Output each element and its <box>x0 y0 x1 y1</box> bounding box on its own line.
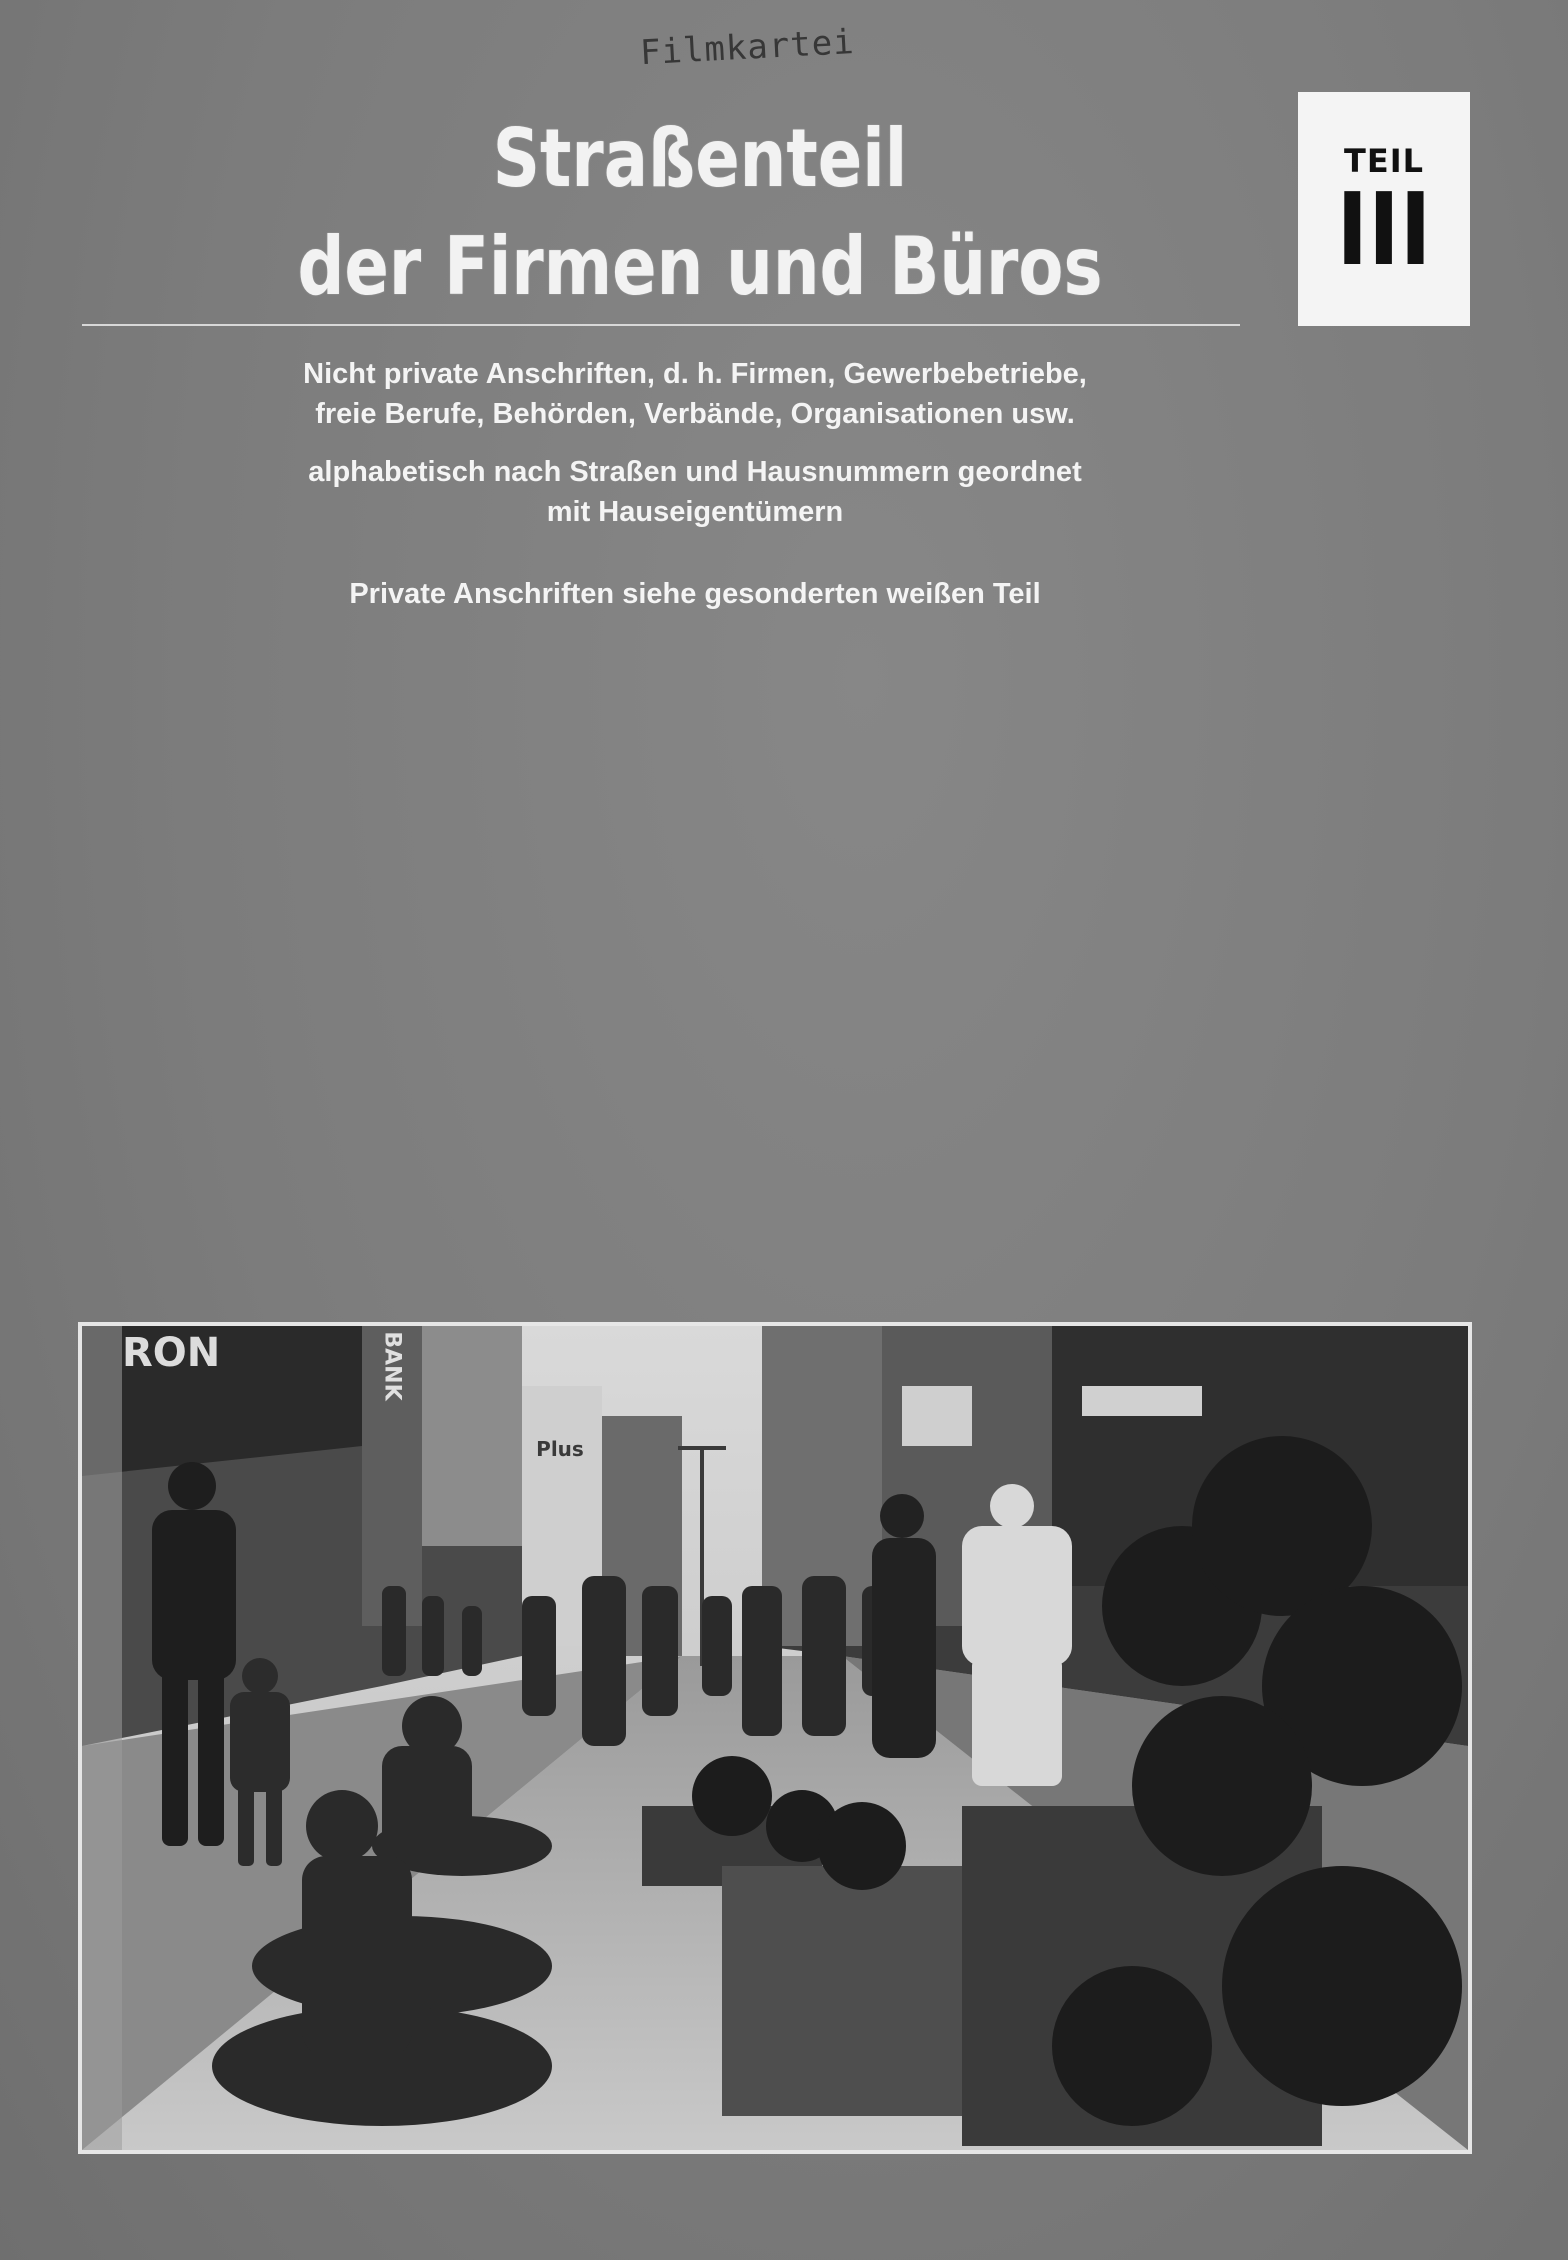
store-sign-ron: RON <box>122 1330 221 1376</box>
description-line-2: freie Berufe, Behörden, Verbände, Organisationen usw. <box>315 398 1075 430</box>
title-line-2: der Firmen und Büros <box>297 220 1103 313</box>
section-badge-label: TEIL <box>1344 142 1424 180</box>
description-block-2 <box>160 452 1230 532</box>
description-block-3 <box>160 574 1230 614</box>
title-line-1: Straßenteil <box>492 112 908 205</box>
filmkartei-stamp: Filmkartei <box>639 22 856 74</box>
description-line-1: Nicht private Anschriften, d. h. Firmen, Gewerbebetriebe, <box>303 358 1087 390</box>
bank-sign: BANK <box>379 1331 405 1401</box>
page-title <box>192 105 1209 321</box>
description-line-4: mit Hauseigentümern <box>546 496 844 528</box>
section-badge <box>1298 92 1470 326</box>
description-block-1 <box>160 354 1230 434</box>
description-line-5: Private Anschriften siehe gesonderten weißen Teil <box>349 578 1041 610</box>
section-badge-number: III <box>1336 171 1432 288</box>
title-divider <box>82 324 1240 326</box>
pedestrian-street-photo <box>78 1322 1472 2154</box>
photo-illustration <box>82 1326 1468 2150</box>
plus-sign: Plus <box>536 1437 584 1461</box>
description-line-3: alphabetisch nach Straßen und Hausnummern geordnet <box>308 456 1082 488</box>
